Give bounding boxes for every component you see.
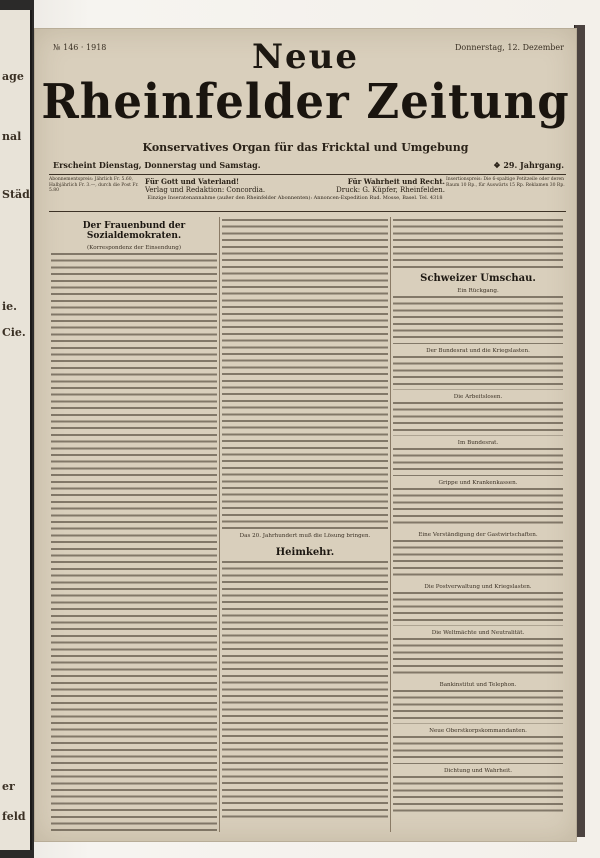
article-subheading: (Korrespondenz der Einsendung): [86, 245, 182, 251]
body-text-block: [222, 219, 388, 529]
issue-date: Donnerstag, 12. Dezember: [454, 43, 564, 52]
section-title: Dichtung und Wahrheit.: [444, 768, 512, 774]
section-title: Die Postverwaltung und Kriegslasten.: [424, 584, 532, 590]
body-text-block: [393, 540, 563, 580]
body-text-block: [393, 448, 563, 476]
volume: ❖ 29. Jahrgang.: [493, 160, 564, 170]
newspaper-page: [34, 28, 577, 842]
article-heading: Schweizer Umschau.: [420, 273, 536, 284]
body-text-block: [393, 690, 563, 724]
adjacent-page-edge: [0, 0, 34, 858]
subtitle: Konservatives Organ für das Fricktal und Umgebung: [142, 141, 469, 154]
body-text-block: [393, 592, 563, 626]
column-rule: [390, 217, 391, 832]
body-text-block: [393, 296, 563, 344]
spine-fragment: Cie.: [2, 326, 26, 339]
article-heading: Heimkehr.: [275, 547, 335, 558]
article-closing: Das 20. Jahrhundert muß die Lösung bringen.: [239, 533, 371, 539]
spine-fragment: ie.: [2, 300, 18, 313]
title-line-2: Rheinfelder Zeitung: [41, 73, 570, 130]
section-title: Die Weltmächte und Neutralität.: [431, 630, 525, 636]
body-text-block: [393, 402, 563, 436]
publisher: Verlag und Redaktion: Concordia.: [145, 186, 266, 194]
body-text-block: [222, 561, 388, 821]
article-heading: Der Frauenbund der Sozialdemokraten.: [82, 221, 186, 241]
insertion-price: Insertionspreis: Die 6-spaltige Petitzeile oder deren Raum 10 Rp., für Auswärts 15 Rp. Reklamen 30 Rp.: [446, 177, 565, 188]
section-title: Grippe und Krankenkassen.: [438, 480, 518, 486]
motto-left: Für Gott und Vaterland!: [145, 177, 240, 186]
title-line-1: Neue: [251, 37, 360, 77]
section-title: Neue Oberstkorpskommandanten.: [429, 728, 527, 734]
body-text-block: [393, 356, 563, 390]
ad-line: Einzige Inseratenannahme (außer den Rheinfelder Abonnenten): Annoncen-Expedition Rud. Mosse, Basel. Tel. 4318: [147, 195, 443, 201]
column-1: [51, 219, 217, 831]
spine-fragment: feld: [2, 810, 26, 823]
spine-fragment: Städ: [2, 188, 30, 201]
motto-right: Für Wahrheit und Recht.: [347, 177, 445, 186]
body-text-block: [393, 638, 563, 678]
column-2: [222, 219, 388, 831]
body-text-block: [51, 253, 217, 831]
issue-number: № 146 · 1918: [53, 43, 107, 52]
section-title: Im Bundesrat.: [457, 440, 499, 446]
body-text-block: [393, 488, 563, 528]
schedule: Erscheint Dienstag, Donnerstag und Samstag.: [53, 160, 261, 170]
section-title: Ein Rückgang.: [457, 288, 499, 294]
column-rule: [219, 217, 220, 832]
subscription-price: Abonnementspreis: Jährlich Fr. 5.60, Halbjährlich Fr. 3.—, durch die Post Fr. 5.80: [49, 177, 139, 193]
adjacent-page: [0, 10, 32, 850]
section-title: Der Bundesrat und die Kriegslasten.: [426, 348, 530, 354]
body-text-block: [393, 736, 563, 764]
spine-fragment: age: [2, 70, 24, 83]
section-title: Bankinstitut und Telephon.: [439, 682, 517, 688]
section-title: Eine Verständigung der Gastwirtschaften.: [418, 532, 538, 538]
body-text-block: [393, 219, 563, 271]
spine-fragment: er: [2, 780, 15, 793]
schedule-line: [53, 160, 564, 170]
column-3: [393, 219, 563, 831]
printer: Druck: G. Küpfer, Rheinfelden.: [336, 186, 445, 194]
section-title: Die Arbeitslosen.: [453, 394, 503, 400]
spine-fragment: nal: [2, 130, 22, 143]
masthead-band: [49, 174, 566, 212]
body-text-block: [393, 776, 563, 816]
masthead-center: [145, 177, 445, 202]
